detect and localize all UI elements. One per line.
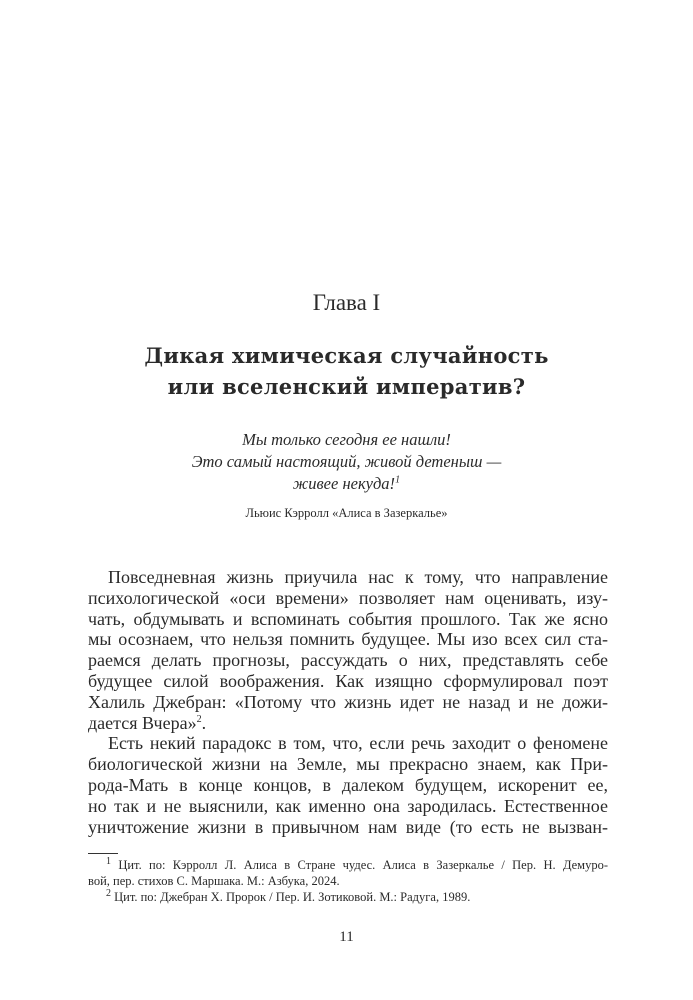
body-line: уничтожение жизни в привычном нам виде (то есть не вызван- [88, 816, 608, 837]
footnote-text: Цит. по: Джебран Х. Пророк / Пер. И. Зотиковой. М.: Радуга, 1989. [114, 890, 471, 904]
body-line-text: дается Вчера» [88, 712, 197, 733]
body-line: дается Вчера»$^2$. [88, 712, 207, 733]
footnote-divider [88, 853, 118, 854]
chapter-title-line-1: Дикая химическая случайность [144, 343, 549, 368]
body-text [88, 567, 608, 837]
epigraph-text: живее некуда! [292, 474, 396, 493]
epigraph-line-3 [0, 474, 693, 494]
chapter-label: Глава I [312, 290, 381, 315]
footnote-ref-2[interactable]: 2 [196, 713, 202, 725]
body-line: Халиль Джебран: «Потому что жизнь идет не назад и не дожи- [88, 691, 608, 712]
footnote-text: Цит. по: Кэрролл Л. Алиса в Стране чудес. Алиса в Зазеркалье / Пер. Н. Демуро- [118, 858, 608, 872]
body-line: чать, обдумывать и вспоминать события прошлого. Так же ясно [88, 608, 608, 629]
epigraph-line-1: Мы только сегодня ее нашли! [242, 430, 451, 449]
body-line: биологической жизни на Земле, мы прекрасно знаем, как При- [88, 754, 608, 775]
body-line: будущее силой воображения. Как изящно сформулировал поэт [88, 670, 608, 691]
body-line: но так и не выяснили, как именно она зародилась. Естественное [88, 795, 608, 816]
page-number: 11 [339, 929, 354, 945]
body-line: психологической «оси времени» позволяет нам оценивать, изу- [88, 587, 608, 608]
epigraph-line-2: Это самый настоящий, живой детеныш — [191, 452, 502, 471]
chapter-title-line-2: или вселенский императив? [167, 374, 526, 399]
body-line: Есть некий парадокс в том, что, если речь заходит о феномене [108, 733, 608, 754]
epigraph-attribution: Льюис Кэрролл «Алиса в Зазеркалье» [245, 506, 448, 520]
footnotes [88, 857, 608, 905]
body-line: мы осознаем, что нельзя помнить будущее. Мы изо всех сил ста- [88, 629, 608, 650]
footnote-ref-1[interactable]: 1 [395, 474, 401, 486]
footnote-number: 1 [106, 855, 111, 867]
footnote-2 [88, 889, 608, 905]
body-line: рода-Мать в конце концов, в далеком будущем, искоренит ее, [88, 774, 608, 795]
body-line: раемся делать прогнозы, рассуждать о них, представлять себе [88, 650, 608, 671]
body-line: Повседневная жизнь приучила нас к тому, что направление [108, 567, 608, 587]
footnote-1-cont: вой, пер. стихов С. Маршака. М.: Азбука, 2024. [88, 874, 340, 888]
footnote-number: 2 [106, 887, 111, 899]
footnote-1 [88, 857, 608, 873]
